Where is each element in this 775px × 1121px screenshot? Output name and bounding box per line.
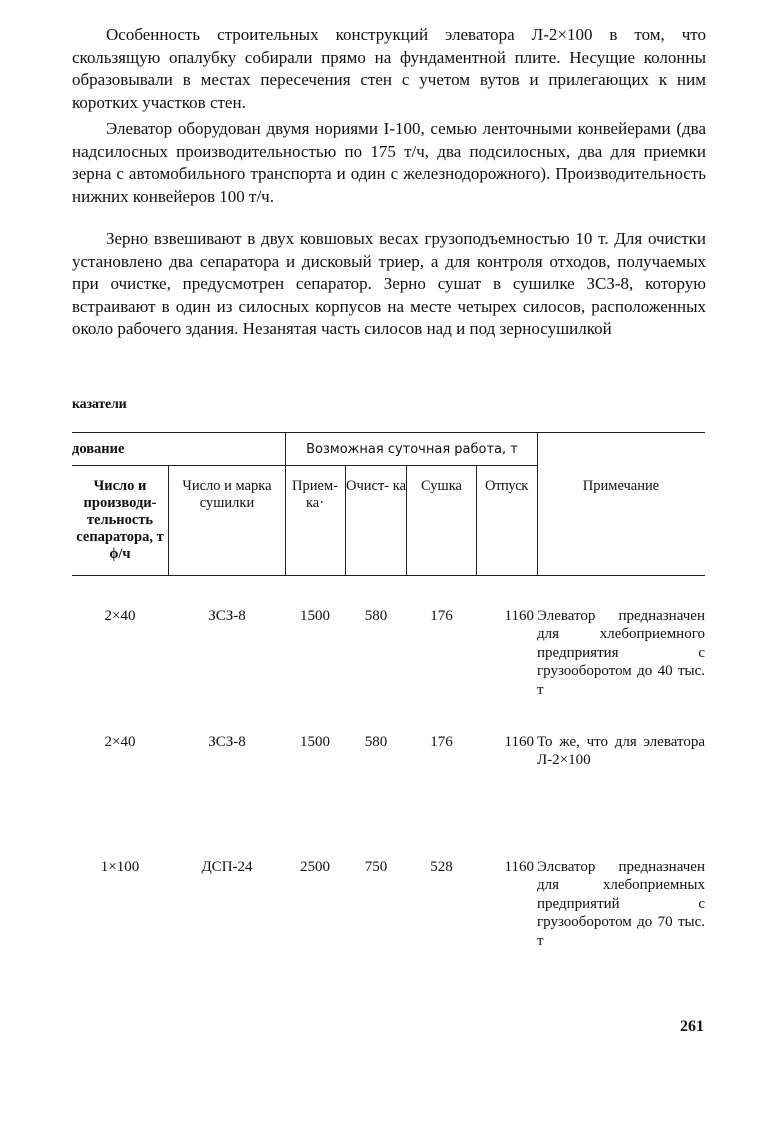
table-row-2-drying: 176 [430,734,453,750]
paragraph-equipment: Элеватор оборудован двумя нориями I-100, семью ленточными конвейерами (два надсилосных производительностью по 175 т/ч, два подсилосных, два для приемки зерна с автомобильного транспорта и один с железнодорожного). Производительность нижних конвейеров 100 т/ч. [72,119,706,206]
table-row-2-shipping: 1160 [504,734,534,750]
table-row-3-note: Элсватор предназначен для хлебоприемных предприятий с грузооборотом до 70 тыс. т [537,859,705,949]
col-header-shipping: Отпуск [485,478,528,494]
table-row-1-shipping: 1160 [504,608,534,624]
group-header-equipment: дование [72,441,125,457]
paragraph-construction: Особенность строительных конструкций элеватора Л-2×100 в том, что скользящую опалубку собирали прямо на фундаментной плите. Несущие колонны образовывали в местах пересечения стен с учетом вутов и прилегающих к ним коротких участков стен. [72,25,706,112]
table-row-1-separators: 2×40 [104,608,136,624]
header-bottom-rule [72,575,705,576]
col-divider-6 [537,432,538,575]
table-row-3-drying: 528 [430,859,453,875]
table-row-1-drying: 176 [430,608,453,624]
col-divider-1 [168,465,169,575]
col-header-separators: Число и производи- тельность сепаратора, т ϕ/ч [76,478,164,562]
table-row-1-note: Элеватор предназначен для хлебоприемного предприятия с грузооборотом до 40 тыс. т [537,608,705,698]
table-row-2-dryer: ЗСЗ-8 [208,734,246,750]
page-number: 261 [680,1018,704,1035]
group-header-daily-work: Возможная суточная работа, т [306,442,518,457]
table-top-rule [72,432,705,433]
col-header-cleaning: Очист- ка [346,478,407,494]
table-row-1-dryer: ЗСЗ-8 [208,608,246,624]
table-row-2-cleaning: 580 [364,734,388,750]
col-header-drying: Сушка [421,478,462,494]
group-header-rule [72,465,537,466]
table-row-3-shipping: 1160 [504,859,534,875]
table-row-1-cleaning: 580 [364,608,388,624]
table-row-3-dryer: ДСП-24 [201,859,253,875]
table-row-3-separators: 1×100 [100,859,140,875]
col-header-note: Примечание [582,478,660,494]
col-header-dryer: Число и марка сушилки [182,478,272,511]
table-row-2-receiving: 1500 [300,734,330,750]
table-row-3-cleaning: 750 [364,859,388,875]
table-row-1-receiving: 1500 [300,608,330,624]
table-row-2-separators: 2×40 [104,734,136,750]
table-caption: казатели [72,397,127,412]
table-row-3-receiving: 2500 [300,859,330,875]
col-header-receiving: Прием- ка· [292,478,338,511]
table-row-2-note: То же, что для элеватора Л-2×100 [537,734,705,769]
paragraph-weighing-drying: Зерно взвешивают в двух ковшовых весах грузоподъемностью 10 т. Для очистки установлено два сепаратора и дисковый триер, а для контроля отходов, получаемых при очистке, предусмотрен сепаратор. Зерно сушат в сушилке ЗСЗ-8, которую встраивают в один из силосных корпусов на месте четырех силосов, расположенных около рабочего здания. Незанятая часть силосов над и под зерносушилкой [72,229,706,339]
